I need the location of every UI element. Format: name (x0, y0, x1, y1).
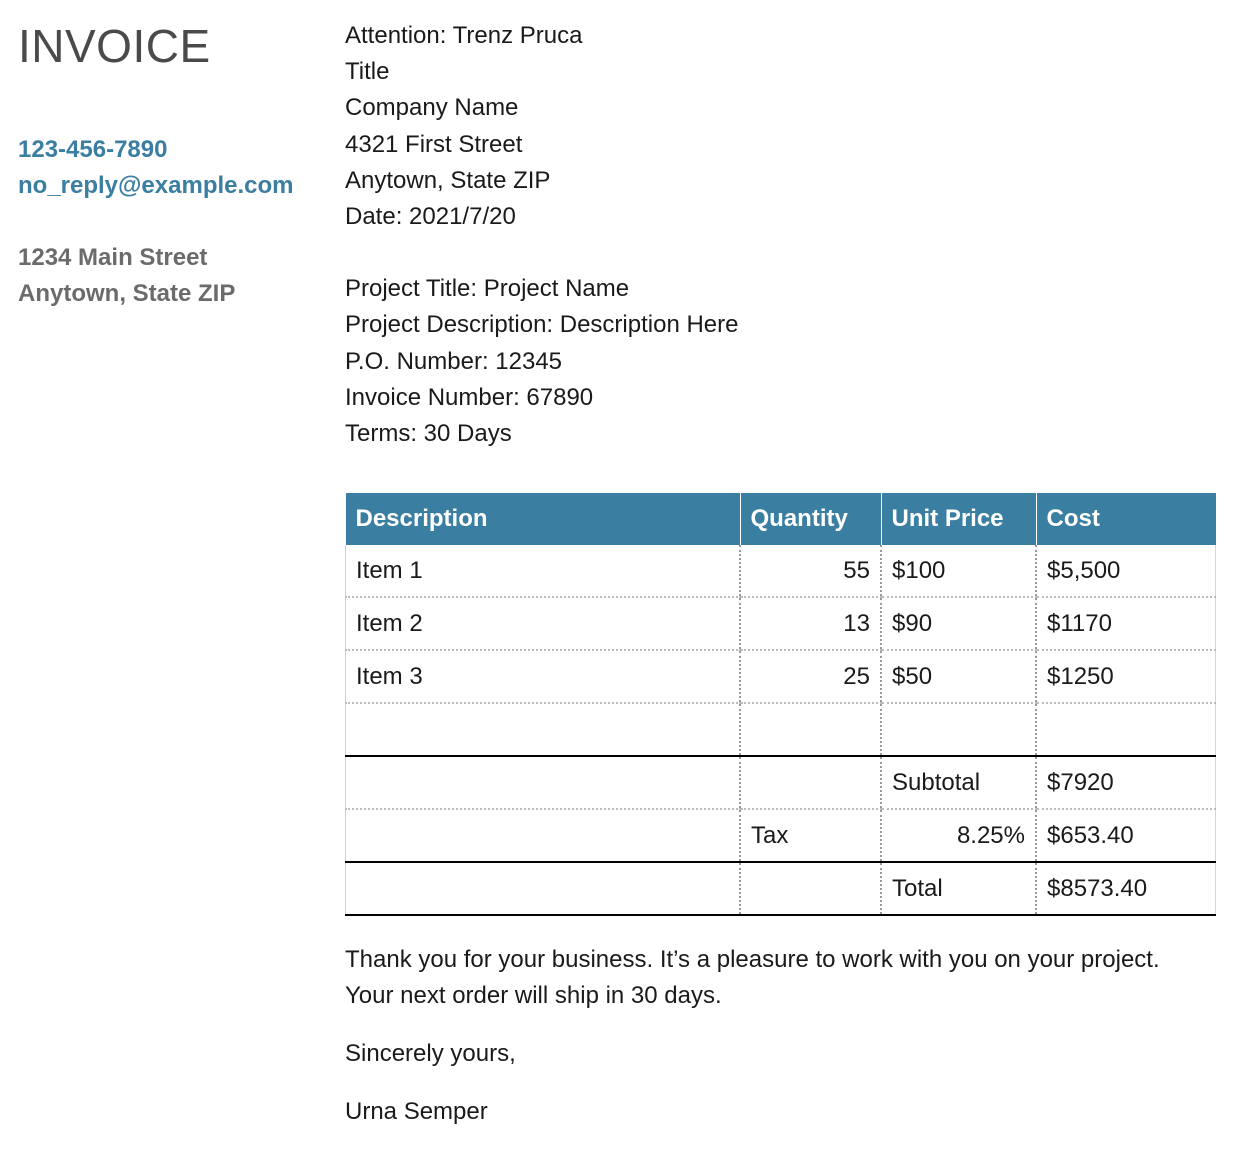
total-label: Total (881, 862, 1036, 915)
table-row (346, 545, 1216, 597)
tax-value: $653.40 (1036, 809, 1216, 862)
sender-phone[interactable]: 123-456-7890 (18, 136, 168, 163)
item-cost: $1170 (1036, 597, 1216, 650)
item-unit-price: $50 (881, 650, 1036, 703)
total-value: $8573.40 (1036, 862, 1216, 915)
header-unit-price: Unit Price (881, 493, 1036, 545)
spacer (345, 1014, 1225, 1036)
recipient-attention: Attention: Trenz Pruca (345, 22, 583, 49)
recipient-street: 4321 First Street (345, 130, 523, 158)
empty-cell (346, 756, 741, 809)
table-row (346, 597, 1216, 650)
sender-column (18, 18, 328, 312)
sender-address-line2: Anytown, State ZIP (18, 280, 236, 307)
header-description: Description (346, 493, 741, 545)
signature: Urna Semper (345, 1098, 488, 1125)
invoice-date: Date: 2021/7/20 (345, 203, 516, 231)
line-items-table (345, 493, 1216, 916)
table-row (346, 650, 1216, 703)
item-cost: $5,500 (1036, 545, 1216, 597)
sender-address-line1: 1234 Main Street (18, 244, 208, 271)
closing-section (345, 942, 1225, 1130)
recipient-column (345, 18, 1217, 452)
sender-contact (18, 132, 328, 204)
subtotal-value: $7920 (1036, 756, 1216, 809)
project-title: Project Title: Project Name (345, 275, 630, 303)
item-description: Item 2 (346, 597, 741, 650)
po-number: P.O. Number: 12345 (345, 347, 563, 375)
subtotal-row (346, 756, 1216, 809)
tax-rate: 8.25% (881, 809, 1036, 862)
item-quantity: 13 (740, 597, 881, 650)
item-unit-price: $100 (881, 545, 1036, 597)
invoice-title: INVOICE (18, 20, 211, 72)
sender-email[interactable]: no_reply@example.com (18, 172, 294, 199)
spacer (345, 1072, 1225, 1094)
item-description: Item 3 (346, 650, 741, 703)
spacer (345, 235, 1217, 271)
table-row-empty (346, 703, 1216, 756)
item-quantity: 55 (740, 545, 881, 597)
empty-cell (740, 703, 881, 756)
recipient-company: Company Name (345, 94, 519, 122)
item-cost: $1250 (1036, 650, 1216, 703)
table-header-row (346, 493, 1216, 545)
empty-cell (346, 809, 741, 862)
empty-cell (740, 756, 881, 809)
item-quantity: 25 (740, 650, 881, 703)
salutation: Sincerely yours, (345, 1040, 516, 1067)
project-description: Project Description: Description Here (345, 311, 739, 339)
tax-row (346, 809, 1216, 862)
item-unit-price: $90 (881, 597, 1036, 650)
thanks-line-2: Your next order will ship in 30 days. (345, 982, 722, 1009)
empty-cell (1036, 703, 1216, 756)
empty-cell (346, 703, 741, 756)
header-cost: Cost (1036, 493, 1216, 545)
recipient-title: Title (345, 58, 390, 86)
payment-terms: Terms: 30 Days (345, 420, 512, 448)
tax-label: Tax (740, 809, 881, 862)
sender-address (18, 240, 328, 312)
header-quantity: Quantity (740, 493, 881, 545)
empty-cell (346, 862, 741, 915)
item-description: Item 1 (346, 545, 741, 597)
recipient-city: Anytown, State ZIP (345, 166, 551, 194)
empty-cell (740, 862, 881, 915)
empty-cell (881, 703, 1036, 756)
total-row (346, 862, 1216, 915)
thanks-line-1: Thank you for your business. It’s a pleasure to work with you on your project. (345, 946, 1160, 973)
subtotal-label: Subtotal (881, 756, 1036, 809)
invoice-number: Invoice Number: 67890 (345, 383, 594, 411)
